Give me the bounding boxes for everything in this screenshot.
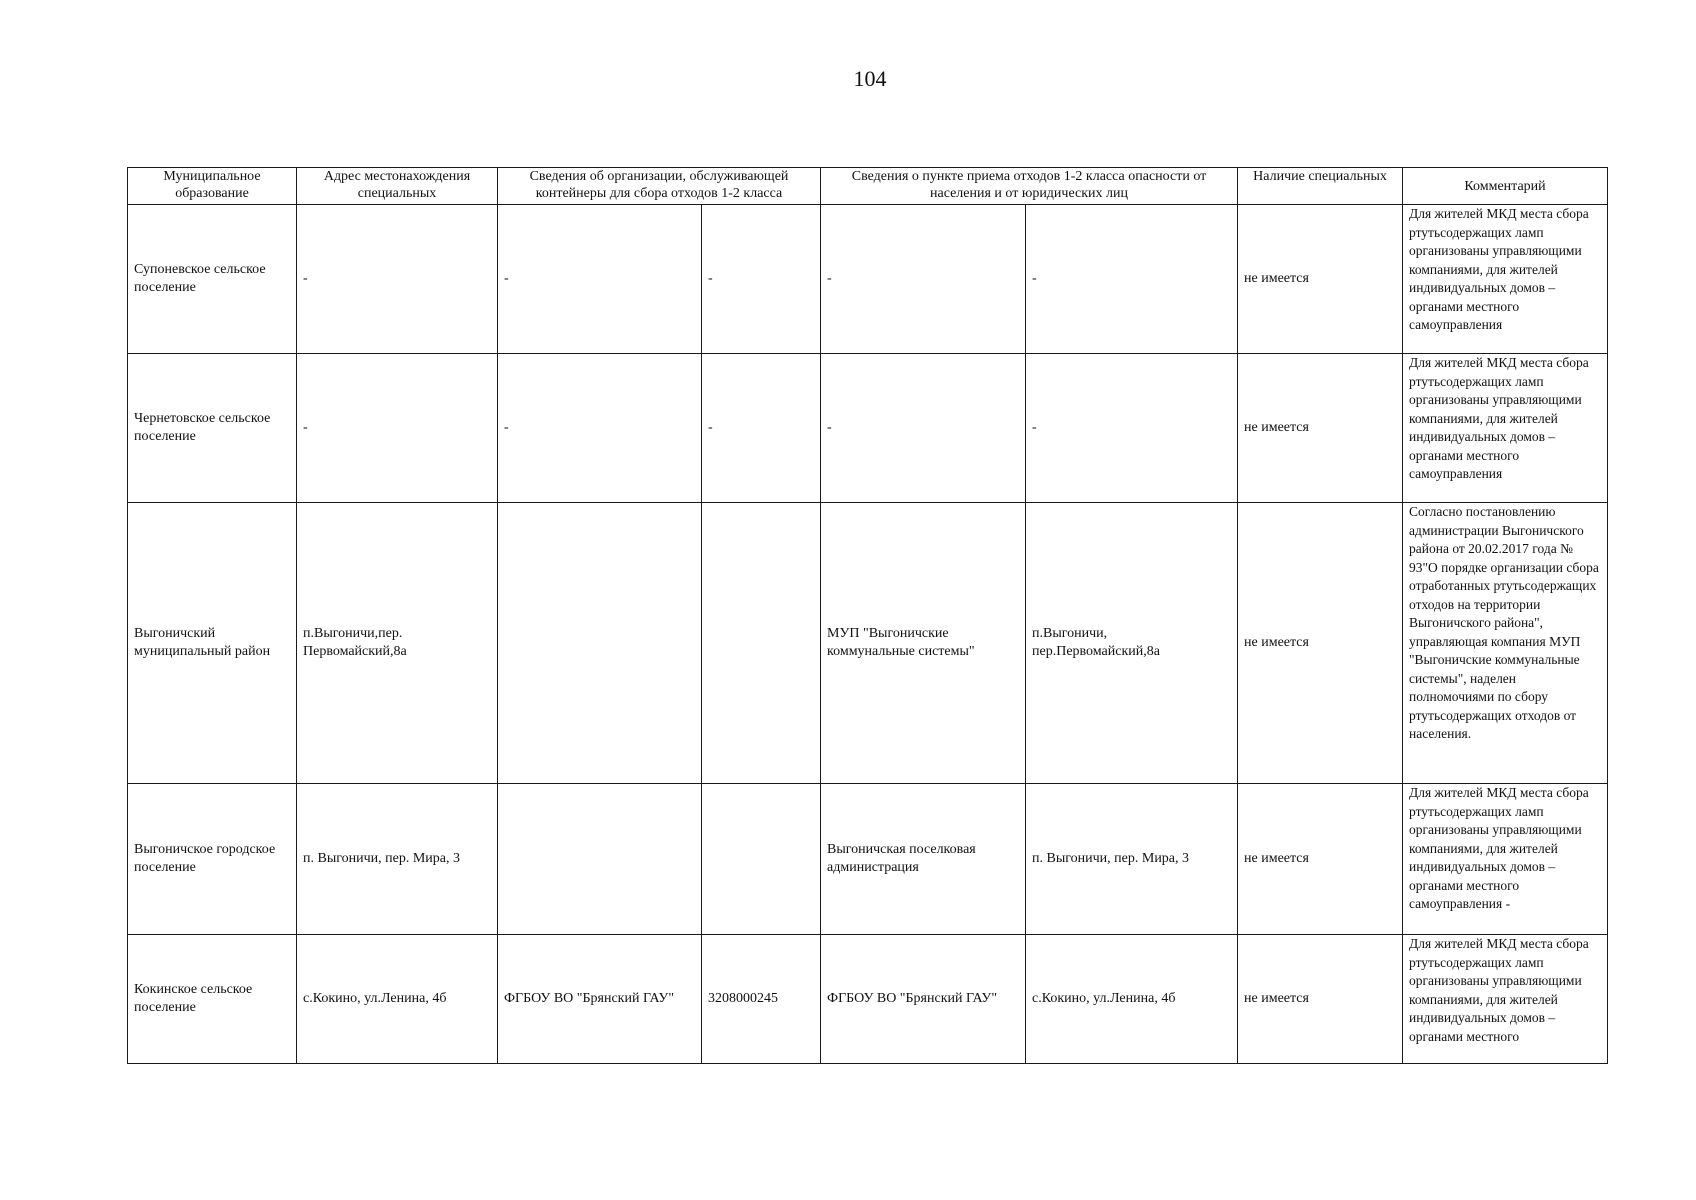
cell-availability: не имеется xyxy=(1238,935,1403,1064)
cell-address: п.Выгоничи,пер. Первомайский,8а xyxy=(297,503,498,784)
cell-point-name: ФГБОУ ВО "Брянский ГАУ" xyxy=(821,935,1026,1064)
cell-availability: не имеется xyxy=(1238,784,1403,935)
cell-point-name: Выгоничская поселковая администрация xyxy=(821,784,1026,935)
cell-availability: не имеется xyxy=(1238,354,1403,503)
cell-org-name: - xyxy=(498,205,702,354)
cell-point-address: - xyxy=(1026,205,1238,354)
header-collection-point: Сведения о пункте приема отходов 1-2 класса опасности от населения и от юридических лиц xyxy=(821,168,1238,205)
cell-point-name: - xyxy=(821,205,1026,354)
cell-org-name xyxy=(498,503,702,784)
cell-org-name: ФГБОУ ВО "Брянский ГАУ" xyxy=(498,935,702,1064)
cell-comment: Для жителей МКД места сбора ртутьсодержащих ламп организованы управляющими компаниями, для жителей индивидуальных домов – органами местного xyxy=(1403,935,1608,1064)
cell-address: - xyxy=(297,205,498,354)
cell-point-name: МУП "Выгоничские коммунальные системы" xyxy=(821,503,1026,784)
header-organization: Сведения об организации, обслуживающей контейнеры для сбора отходов 1-2 класса xyxy=(498,168,821,205)
cell-point-address: - xyxy=(1026,354,1238,503)
cell-address: с.Кокино, ул.Ленина, 4б xyxy=(297,935,498,1064)
cell-comment: Для жителей МКД места сбора ртутьсодержащих ламп организованы управляющими компаниями, для жителей индивидуальных домов – органами местного самоуправления xyxy=(1403,354,1608,503)
cell-point-address: с.Кокино, ул.Ленина, 4б xyxy=(1026,935,1238,1064)
cell-point-address: п.Выгоничи, пер.Первомайский,8а xyxy=(1026,503,1238,784)
cell-address: п. Выгоничи, пер. Мира, 3 xyxy=(297,784,498,935)
table-row xyxy=(128,935,1608,1064)
cell-municipality: Кокинское сельское поселение xyxy=(128,935,297,1064)
cell-municipality: Супоневское сельское поселение xyxy=(128,205,297,354)
table-header-row xyxy=(128,168,1608,205)
cell-comment: Для жителей МКД места сбора ртутьсодержащих ламп организованы управляющими компаниями, для жителей индивидуальных домов – органами местного самоуправления - xyxy=(1403,784,1608,935)
cell-point-address: п. Выгоничи, пер. Мира, 3 xyxy=(1026,784,1238,935)
cell-org-inn xyxy=(702,784,821,935)
cell-comment: Согласно постановлению администрации Выгоничского района от 20.02.2017 года № 93"О порядке организации сбора отработанных ртутьсодержащих отходов на территории Выгоничского района", управляющая компания МУП "Выгоничские коммунальные системы", наделен полномочиями по сбору ртутьсодержащих отходов от населения. xyxy=(1403,503,1608,784)
cell-org-inn xyxy=(702,503,821,784)
cell-org-inn: - xyxy=(702,354,821,503)
page-number: 104 xyxy=(853,66,887,91)
cell-comment: Для жителей МКД места сбора ртутьсодержащих ламп организованы управляющими компаниями, для жителей индивидуальных домов – органами местного самоуправления xyxy=(1403,205,1608,354)
header-municipality: Муниципальное образование xyxy=(128,168,297,205)
cell-org-inn: - xyxy=(702,205,821,354)
table-row xyxy=(128,784,1608,935)
header-comment: Комментарий xyxy=(1403,168,1608,205)
cell-municipality: Выгоничское городское поселение xyxy=(128,784,297,935)
header-address: Адрес местонахождения специальных xyxy=(297,168,498,205)
cell-address: - xyxy=(297,354,498,503)
waste-collection-table xyxy=(127,167,1608,1064)
cell-availability: не имеется xyxy=(1238,503,1403,784)
table-row xyxy=(128,205,1608,354)
cell-org-name: - xyxy=(498,354,702,503)
header-availability: Наличие специальных xyxy=(1238,168,1403,205)
table-row xyxy=(128,354,1608,503)
cell-org-name xyxy=(498,784,702,935)
cell-point-name: - xyxy=(821,354,1026,503)
cell-org-inn: 3208000245 xyxy=(702,935,821,1064)
cell-municipality: Выгоничский муниципальный район xyxy=(128,503,297,784)
table-row xyxy=(128,503,1608,784)
cell-municipality: Чернетовское сельское поселение xyxy=(128,354,297,503)
cell-availability: не имеется xyxy=(1238,205,1403,354)
